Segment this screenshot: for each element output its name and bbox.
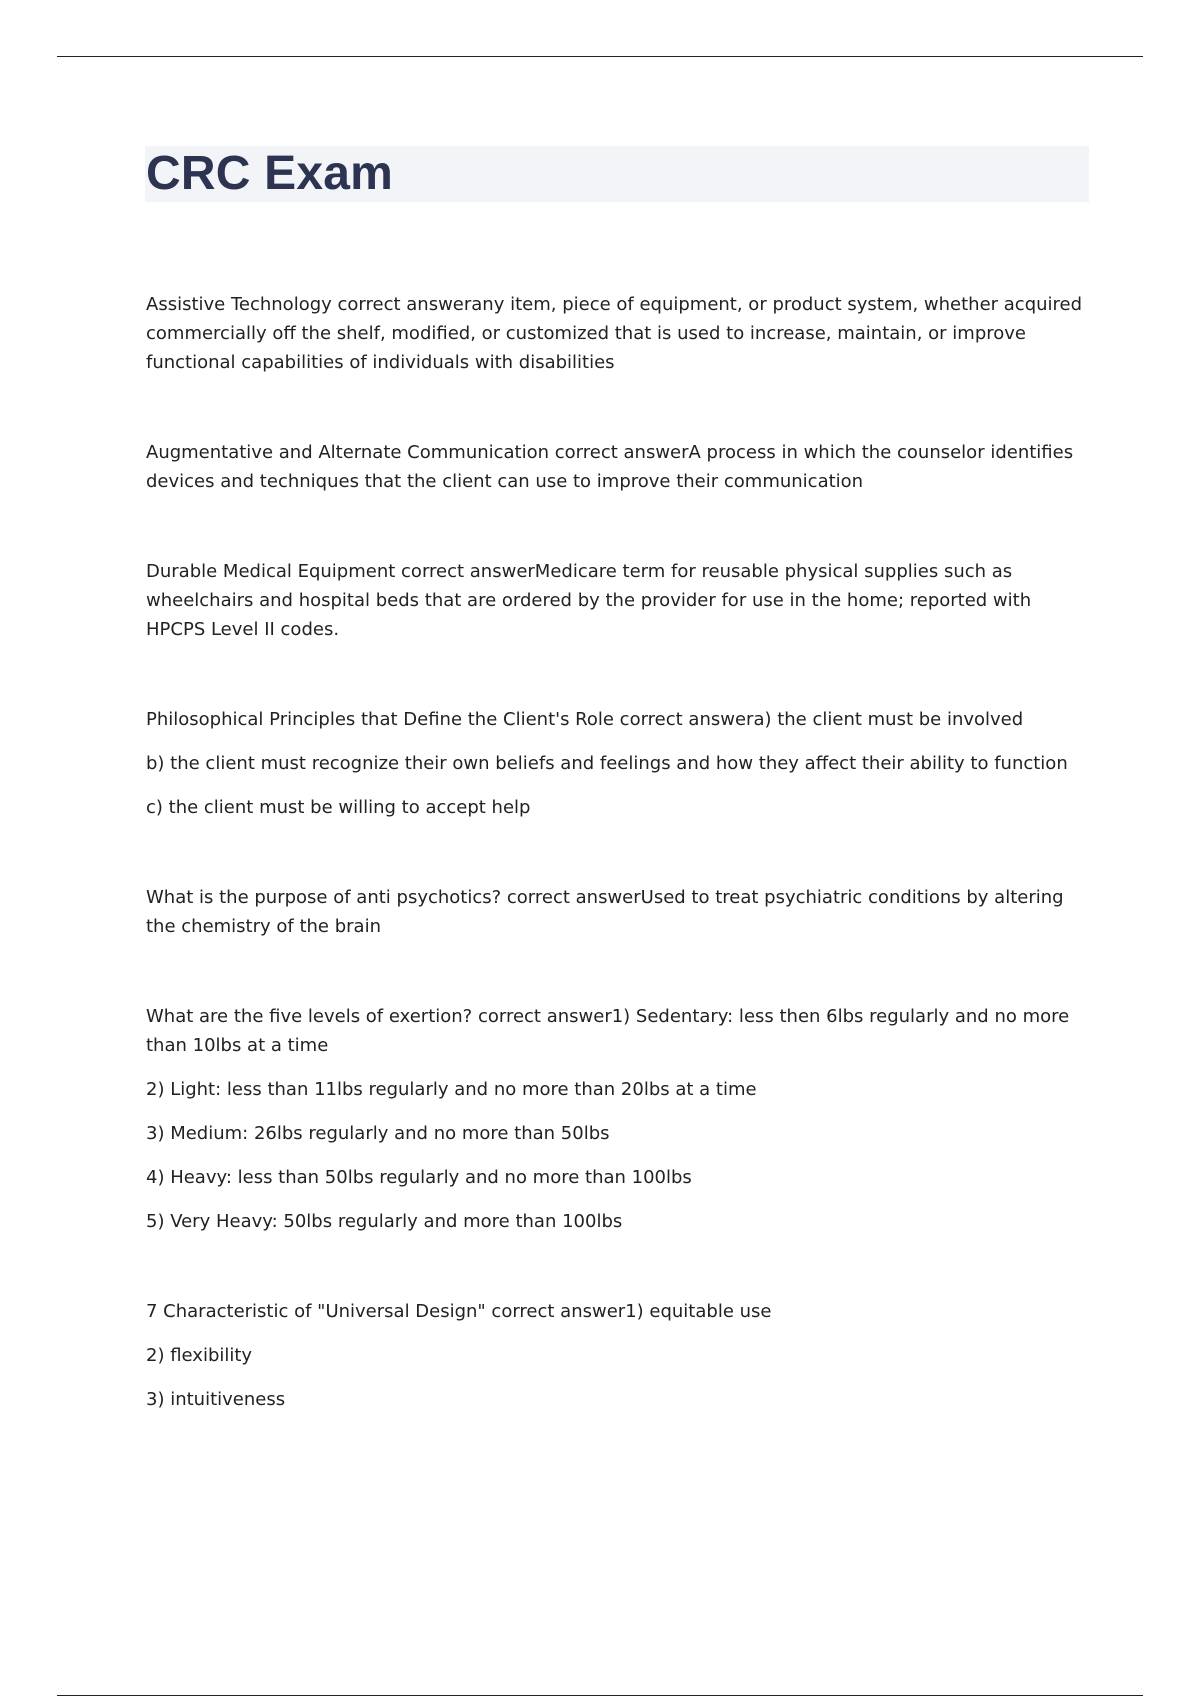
entry-paragraph: 5) Very Heavy: 50lbs regularly and more than 100lbs	[146, 1211, 623, 1232]
entry-paragraph: 2) flexibility	[146, 1345, 253, 1366]
entry-paragraph: 3) intuitiveness	[146, 1389, 286, 1410]
entry-levels-of-exertion	[146, 1002, 1090, 1236]
entry-paragraph: 2) Light: less than 11lbs regularly and no more than 20lbs at a time	[146, 1079, 757, 1100]
entry-paragraph: Augmentative and Alternate Communication correct answerA process in which the counselor identifies devices and techniques that the client can use to improve their communication	[146, 442, 1074, 492]
entry-paragraph: What is the purpose of anti psychotics? correct answerUsed to treat psychiatric conditions by altering the chemistry of the brain	[146, 887, 1064, 937]
entry-paragraph: Philosophical Principles that Define the Client's Role correct answera) the client must be involved	[146, 709, 1024, 730]
entry-universal-design	[146, 1297, 1090, 1414]
entry-paragraph: 4) Heavy: less than 50lbs regularly and no more than 100lbs	[146, 1167, 692, 1188]
entry-durable-medical-equipment	[146, 557, 1090, 644]
entry-paragraph: c) the client must be willing to accept help	[146, 797, 531, 818]
entry-anti-psychotics	[146, 883, 1090, 941]
entry-augmentative-communication	[146, 438, 1090, 496]
top-rule	[57, 56, 1143, 57]
entry-paragraph: Durable Medical Equipment correct answerMedicare term for reusable physical supplies such as wheelchairs and hospital beds that are ordered by the provider for use in the home; reported with HPCPS Level II codes.	[146, 561, 1032, 640]
document-body	[146, 290, 1090, 1475]
entry-philosophical-principles	[146, 705, 1090, 822]
page-title: CRC Exam	[146, 147, 394, 200]
entry-paragraph: What are the five levels of exertion? correct answer1) Sedentary: less then 6lbs regularly and no more than 10lbs at a time	[146, 1006, 1070, 1056]
entry-paragraph: b) the client must recognize their own beliefs and feelings and how they affect their ability to function	[146, 753, 1068, 774]
bottom-rule	[57, 1695, 1143, 1696]
entry-paragraph: 3) Medium: 26lbs regularly and no more than 50lbs	[146, 1123, 610, 1144]
entry-paragraph: 7 Characteristic of "Universal Design" correct answer1) equitable use	[146, 1301, 772, 1322]
entry-assistive-technology	[146, 290, 1090, 377]
entry-paragraph: Assistive Technology correct answerany item, piece of equipment, or product system, whether acquired commercially off the shelf, modified, or customized that is used to increase, maintain, or improve functional capabilities of individuals with disabilities	[146, 294, 1083, 373]
